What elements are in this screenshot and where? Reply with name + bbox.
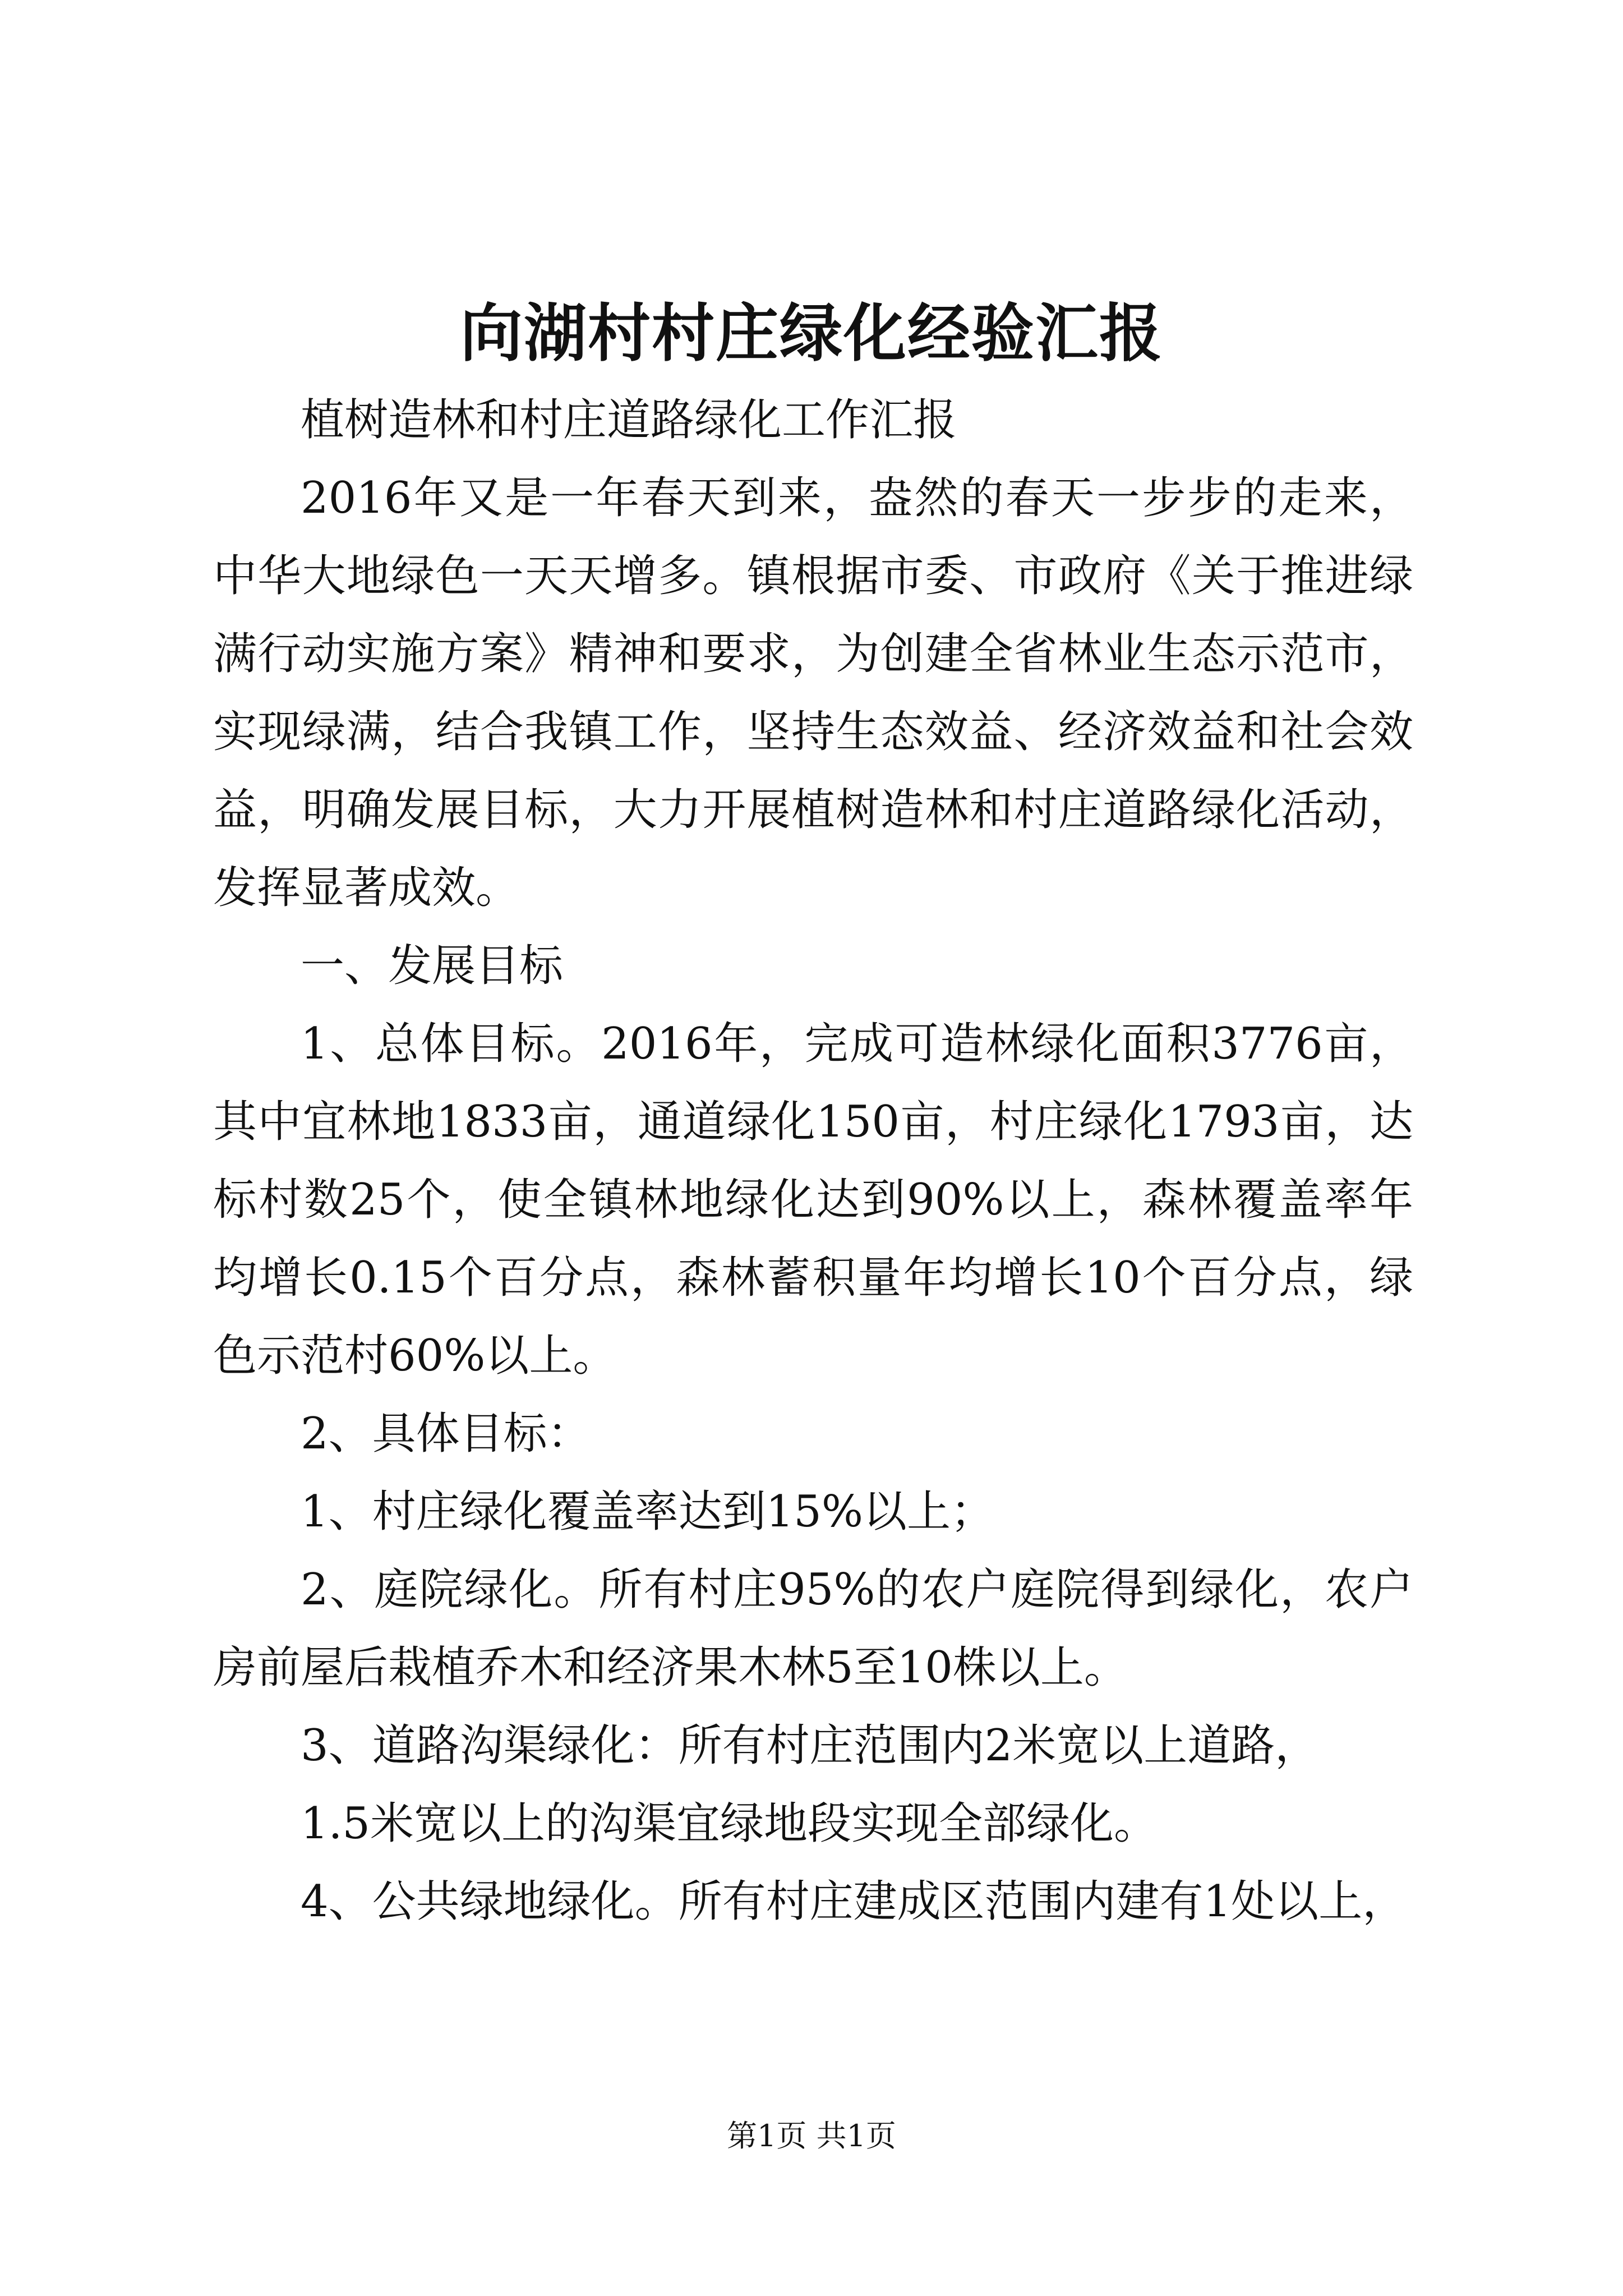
body-paragraph-6: 2、庭院绿化。所有村庄95%的农户庭院得到绿化，农户房前屋后栽植乔木和经济果木林5至10株以上。 — [213, 1565, 1413, 1693]
document-title: 向湖村村庄绿化经验汇报 — [460, 297, 1163, 370]
body-paragraph-7: 3、道路沟渠绿化：所有村庄范围内2米宽以上道路， — [301, 1720, 1319, 1771]
body-paragraph-2: 2016年又是一年春天到来，盎然的春天一步步的走来，中华大地绿色一天天增多。镇根据市委、市政府《关于推进绿满行动实施方案》精神和要求，为创建全省林业生态示范市，实现绿满，结合我镇工作，坚持生态效益、经济效益和社会效益，明确发展目标，大力开展植树造林和村庄道路绿化活动，发挥显著成效。 — [213, 473, 1413, 913]
body-paragraph-4: 2、具体目标： — [301, 1409, 591, 1459]
body-paragraph-3: 1、总体目标。2016年，完成可造林绿化面积3776亩，其中宜林地1833亩，通道绿化150亩，村庄绿化1793亩，达标村数25个，使全镇林地绿化达到90%以上，森林覆盖率年均增长0.15个百分点，森林蓄积量年均增长10个百分点，绿色示范村60%以上。 — [213, 1019, 1413, 1381]
body-paragraph-5: 1、村庄绿化覆盖率达到15%以上； — [301, 1487, 994, 1537]
document-body — [213, 381, 1413, 1941]
body-paragraph-1: 植树造林和村庄道路绿化工作汇报 — [301, 395, 957, 445]
body-paragraph-8: 1.5米宽以上的沟渠宜绿地段实现全部绿化。 — [301, 1798, 1158, 1849]
body-paragraph-9: 4、公共绿地绿化。所有村庄建成区范围内建有1处以上， — [301, 1876, 1407, 1927]
page-footer: 第1页 共1页 — [727, 2118, 896, 2154]
section-heading: 一、发展目标 — [301, 941, 564, 991]
